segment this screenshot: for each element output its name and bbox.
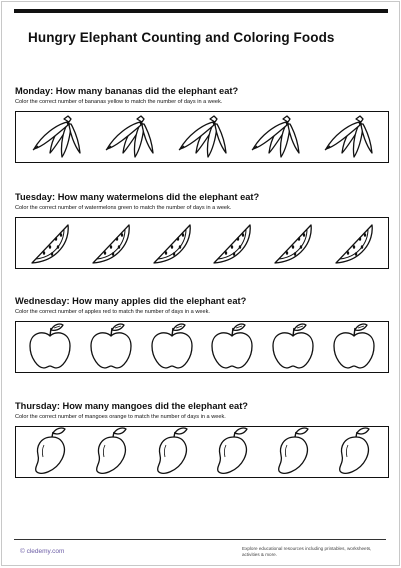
footer-copyright[interactable]: © cledemy.com (20, 548, 65, 555)
footer-note: Explore educational resources including printables, worksheets, activities & more. (242, 546, 372, 557)
mango-icon (152, 427, 192, 477)
watermelon-row (15, 217, 389, 269)
apple-icon (26, 322, 74, 372)
section-wednesday (15, 296, 393, 373)
instruction-thursday: Color the correct number of mangoes orange to match the number of days in a week. (15, 414, 226, 420)
instruction-wednesday: Color the correct number of apples red to match the number of days in a week. (15, 309, 210, 315)
apple-icon (269, 322, 317, 372)
question-thursday: Thursday: How many mangoes did the elephant eat? (15, 401, 248, 411)
apple-icon (330, 322, 378, 372)
banana-icon (176, 113, 228, 161)
mango-icon (91, 427, 131, 477)
watermelon-icon (87, 219, 135, 267)
mango-icon (334, 427, 374, 477)
mango-row (15, 426, 389, 478)
watermelon-icon (26, 219, 74, 267)
banana-icon (30, 113, 82, 161)
mango-icon (30, 427, 70, 477)
instruction-tuesday: Color the correct number of watermelons green to match the number of days in a week. (15, 205, 232, 211)
section-monday (15, 86, 393, 163)
apple-icon (87, 322, 135, 372)
apple-row (15, 321, 389, 373)
apple-icon (148, 322, 196, 372)
question-wednesday: Wednesday: How many apples did the elephant eat? (15, 296, 247, 306)
top-rule (14, 9, 388, 13)
instruction-monday: Color the correct number of bananas yellow to match the number of days in a week. (15, 99, 223, 105)
question-tuesday: Tuesday: How many watermelons did the elephant eat? (15, 192, 260, 202)
footer-rule (14, 539, 386, 540)
watermelon-icon (208, 219, 256, 267)
question-monday: Monday: How many bananas did the elephant eat? (15, 86, 239, 96)
mango-icon (212, 427, 252, 477)
page-title: Hungry Elephant Counting and Coloring Foods (28, 30, 335, 45)
worksheet-page (1, 1, 400, 566)
watermelon-icon (269, 219, 317, 267)
banana-icon (322, 113, 374, 161)
watermelon-icon (330, 219, 378, 267)
section-tuesday (15, 192, 393, 269)
watermelon-icon (148, 219, 196, 267)
apple-icon (208, 322, 256, 372)
banana-row (15, 111, 389, 163)
banana-icon (103, 113, 155, 161)
mango-icon (273, 427, 313, 477)
banana-icon (249, 113, 301, 161)
section-thursday (15, 401, 393, 478)
